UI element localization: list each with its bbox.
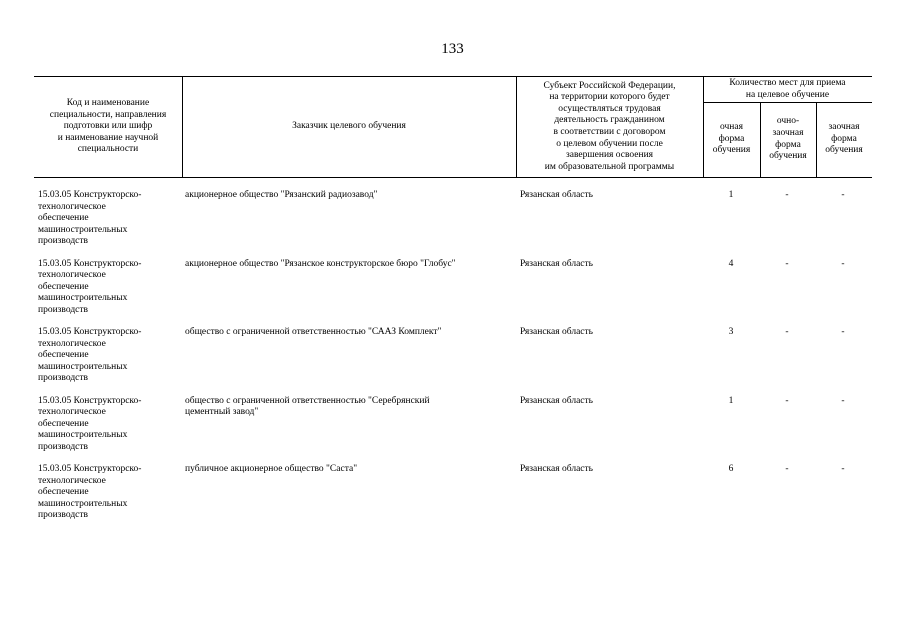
- cell-code: 15.03.05 Конструкторско- технологическое обеспечение машиностроительных производств: [38, 190, 142, 247]
- cell-full-time: 1: [728, 190, 734, 200]
- cell-customer: общество с ограниченной ответственностью "Серебрянский цементный завод": [185, 395, 430, 418]
- cell-correspondence: -: [841, 464, 845, 474]
- cell-region: Рязанская область: [520, 190, 593, 200]
- header-region: Субъект Российской Федерации, на территории которого будет осуществляться трудовая деятельность гражданином в соответствии с договором о целевом обучении после завершения освоения им образовательной программы: [543, 80, 676, 172]
- cell-code: 15.03.05 Конструкторско- технологическое обеспечение машиностроительных производств: [38, 395, 142, 452]
- cell-region: Рязанская область: [520, 258, 593, 269]
- cell-full-time: 3: [728, 327, 734, 337]
- cell-code: 15.03.05 Конструкторско- технологическое обеспечение машиностроительных производств: [38, 464, 142, 521]
- table-row: [34, 259, 872, 328]
- cell-customer: акционерное общество "Рязанский радиозавод": [185, 190, 378, 200]
- cell-part-time: -: [785, 258, 789, 269]
- cell-full-time: 1: [728, 395, 734, 406]
- cell-part-time: -: [785, 395, 789, 406]
- cell-correspondence: -: [841, 258, 845, 269]
- header-code: Код и наименование специальности, направления подготовки или шифр и наименование научной специальности: [49, 98, 167, 155]
- header-full-time: очная форма обучения: [712, 122, 751, 156]
- cell-customer: публичное акционерное общество "Саста": [185, 464, 358, 474]
- table-row: [34, 327, 872, 396]
- cell-correspondence: -: [841, 395, 845, 406]
- cell-region: Рязанская область: [520, 395, 593, 406]
- header-customer: Заказчик целевого обучения: [292, 121, 406, 132]
- cell-code: 15.03.05 Конструкторско- технологическое обеспечение машиностроительных производств: [38, 327, 142, 384]
- cell-correspondence: -: [841, 190, 845, 200]
- table-row: [34, 464, 872, 533]
- table-row: [34, 190, 872, 259]
- cell-part-time: -: [785, 190, 789, 200]
- cell-customer: общество с ограниченной ответственностью "СААЗ Комплект": [185, 327, 442, 337]
- cell-customer: акционерное общество "Рязанское конструкторское бюро "Глобус": [185, 258, 456, 269]
- cell-code: 15.03.05 Конструкторско- технологическое обеспечение машиностроительных производств: [38, 258, 142, 315]
- cell-full-time: 6: [728, 464, 734, 474]
- table-row: [34, 396, 872, 465]
- quota-table: [34, 76, 872, 533]
- cell-full-time: 4: [728, 258, 734, 269]
- cell-region: Рязанская область: [520, 464, 593, 474]
- page-number: 133: [441, 41, 464, 57]
- header-correspondence: заочная форма обучения: [825, 122, 863, 156]
- cell-part-time: -: [785, 327, 789, 337]
- table-body: [34, 178, 872, 533]
- header-places: Количество мест для приема на целевое обучение: [729, 77, 846, 100]
- header-part-time: очно- заочная форма обучения: [769, 116, 807, 162]
- cell-region: Рязанская область: [520, 327, 593, 337]
- cell-correspondence: -: [841, 327, 845, 337]
- table-header: [34, 76, 872, 178]
- cell-part-time: -: [785, 464, 789, 474]
